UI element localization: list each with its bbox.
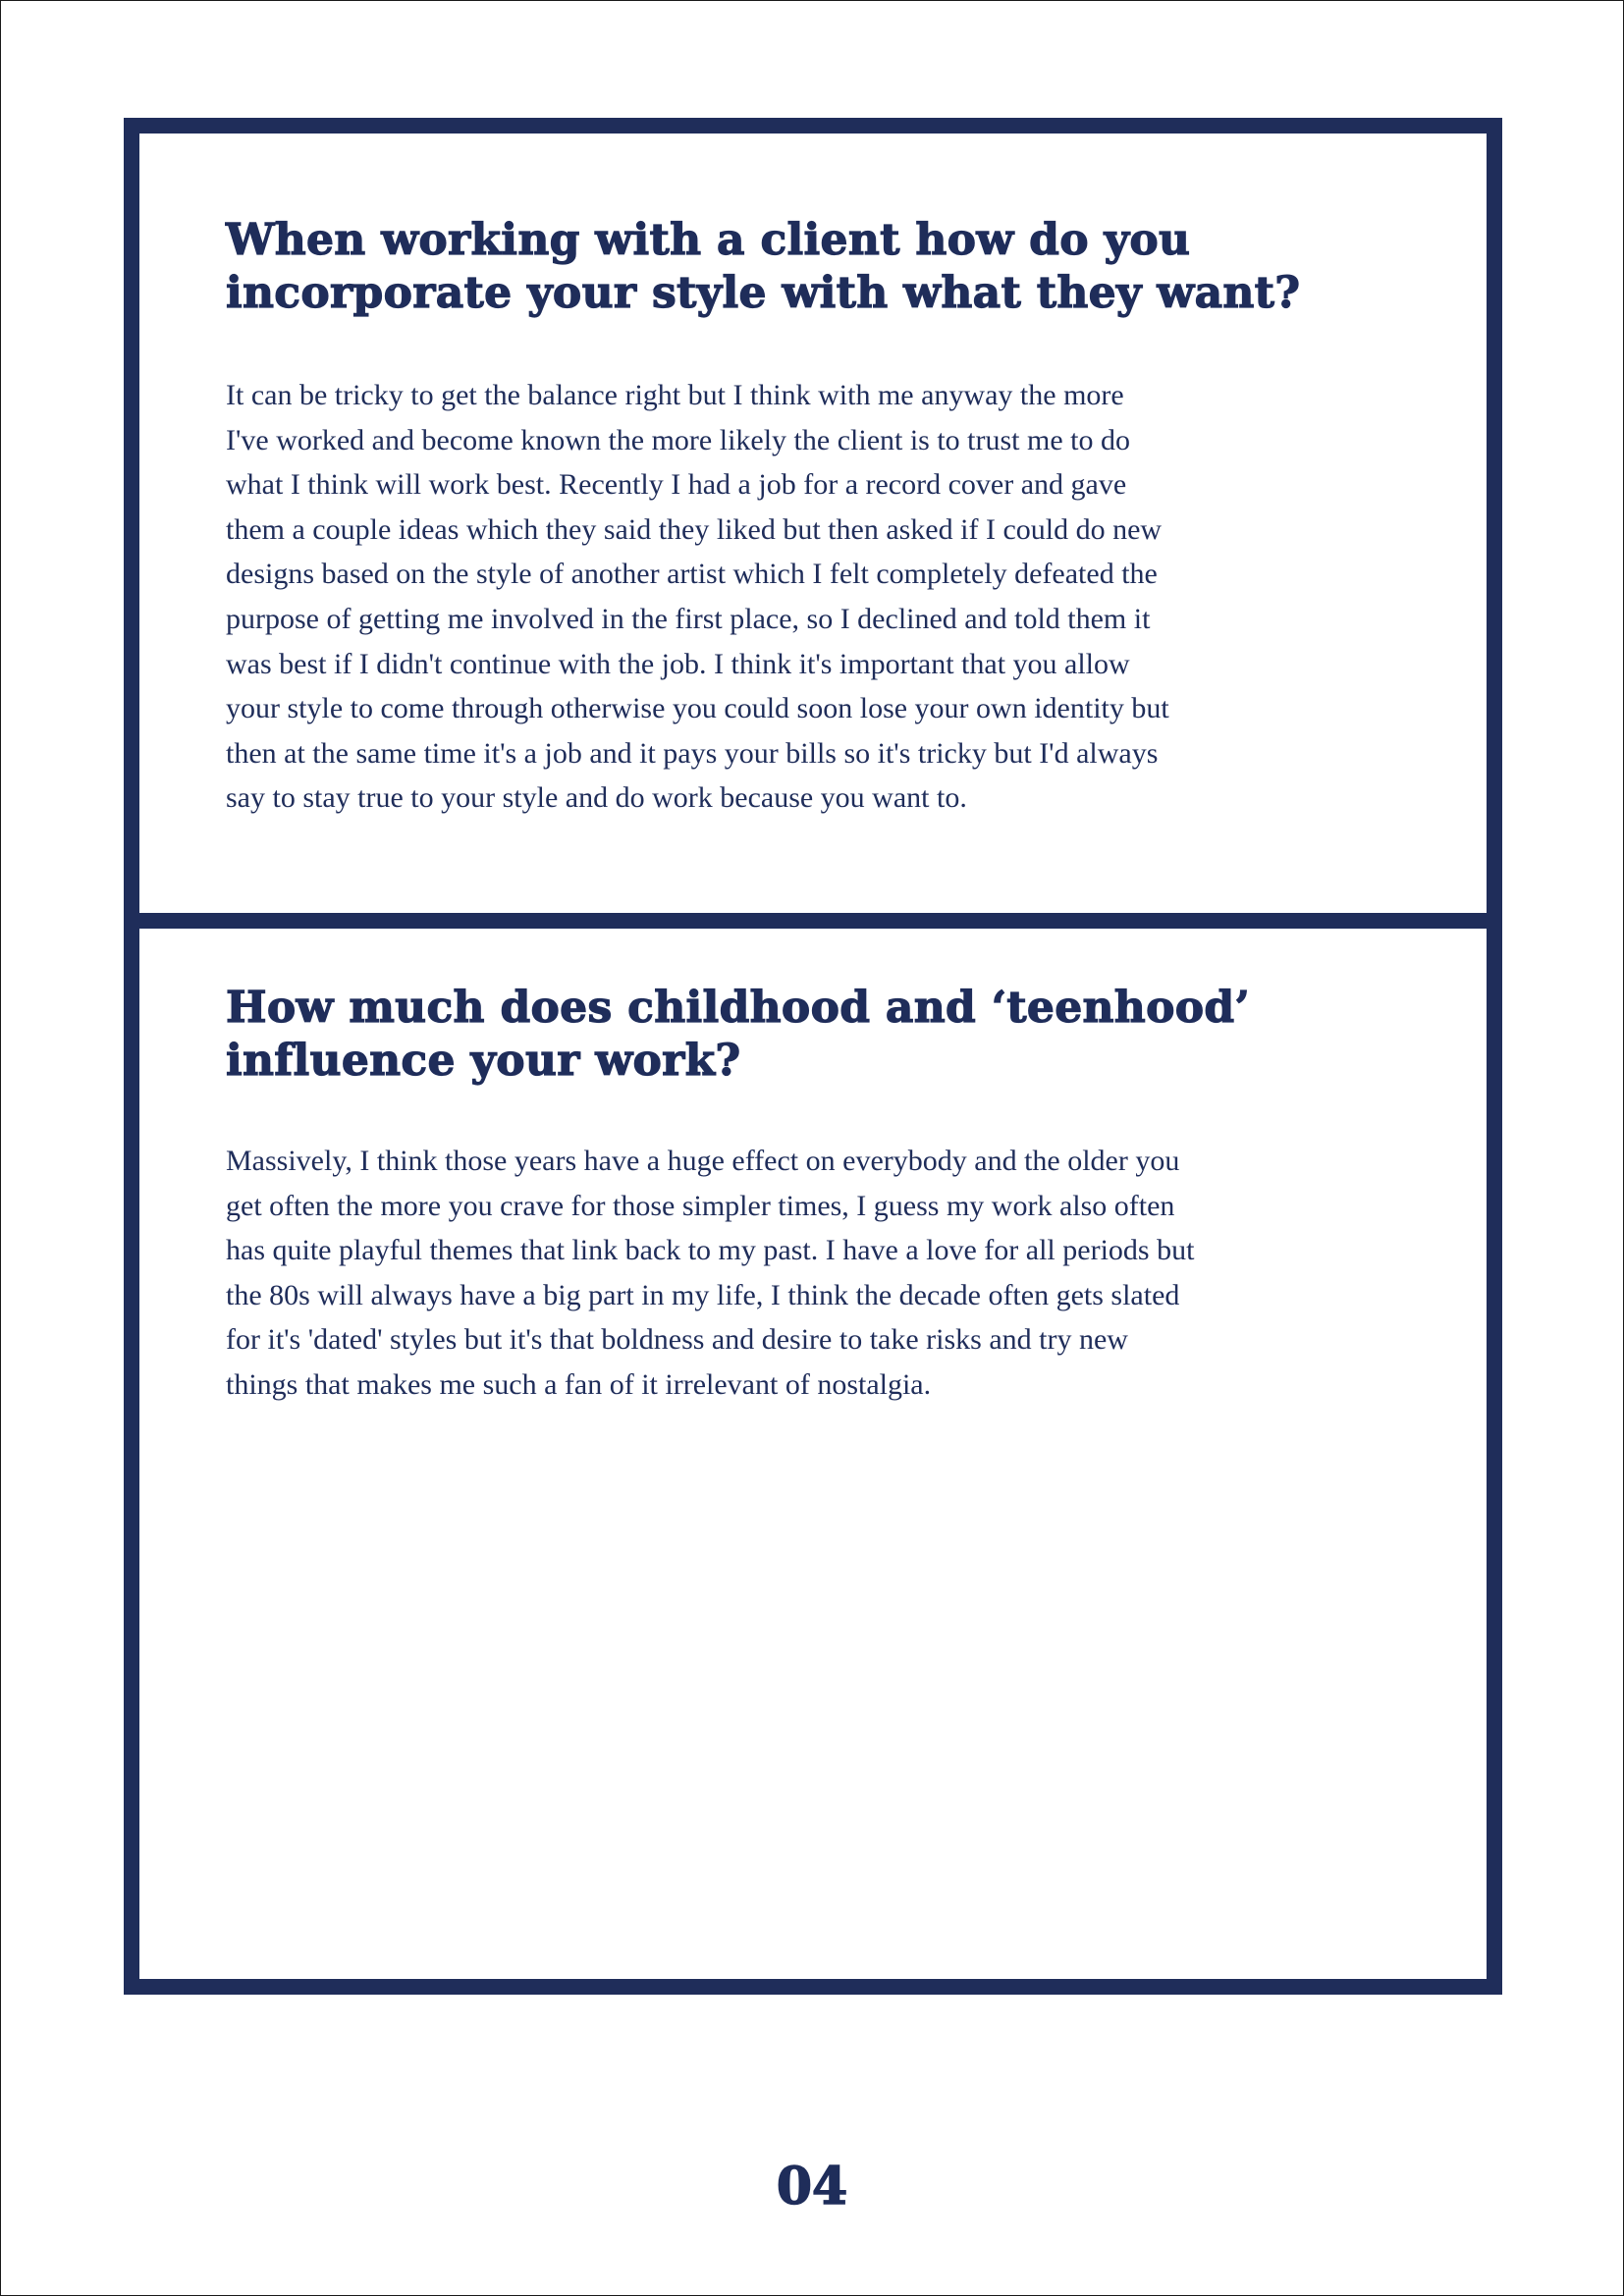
page-number: 04 [776,2157,848,2216]
question-heading: When working with a client how do you incorporate your style with what they want? [226,215,1301,318]
question-heading: How much does childhood and ‘teenhood’ influence your work? [226,983,1251,1086]
answer-text: It can be tricky to get the balance right but I think with me anyway the more I've worked and become known the more likely the client is to trust me to do what I think will work best. Recently I had a job for a record cover and gave them a couple ideas which they said they liked but then asked if I could do new designs based on the style of another artist which I felt completely defeated the purpose of getting me involved in the first place, so I declined and told them it was best if I didn't continue with the job. I think it's important that you allow your style to come through otherwise you could soon lose your own identity but then at the same time it's a job and it pays your bills so it's tricky but I'd always say to stay true to your style and do work because you want to. [226,379,1169,815]
answer-text: Massively, I think those years have a huge effect on everybody and the older you get often the more you crave for those simpler times, I guess my work also often has quite playful themes that link back to my past. I have a love for all periods but the 80s will always have a big part in my life, I think the decade often gets slated for it's 'dated' styles but it's that boldness and desire to take risks and try new things that makes me such a fan of it irrelevant of nostalgia. [226,1145,1195,1401]
interview-section-client-style [124,118,1502,929]
interview-section-childhood-influence [124,913,1502,1995]
